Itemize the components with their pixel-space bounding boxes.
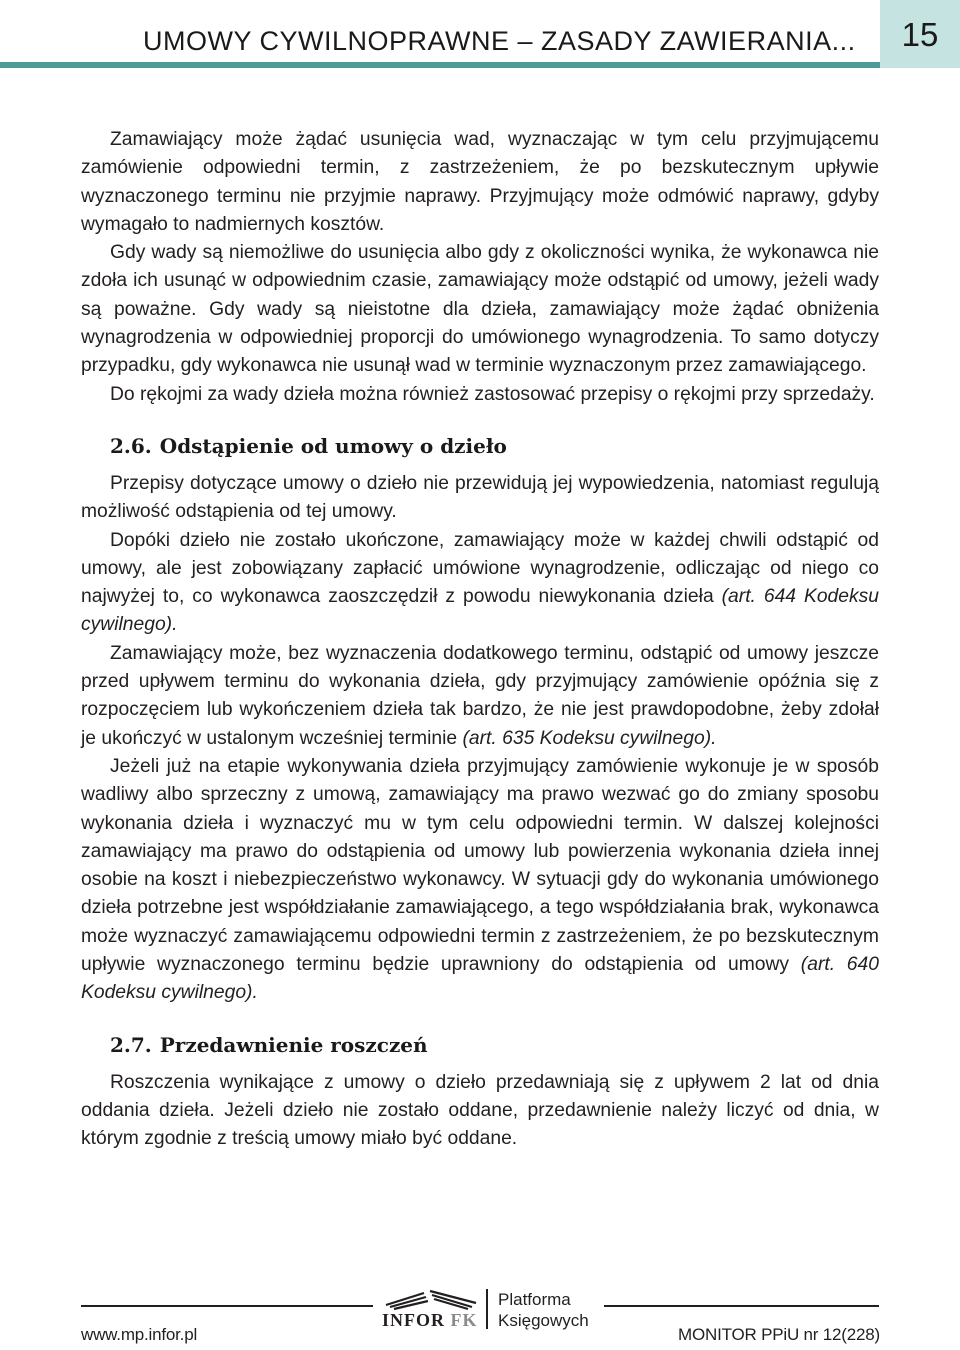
logo-brand-line1: Platforma bbox=[498, 1290, 571, 1309]
section-title: Przedawnienie roszczeń bbox=[159, 1032, 428, 1057]
legal-citation: (art. 640 Kodeksu cywilnego). bbox=[81, 954, 879, 1004]
paragraph bbox=[81, 527, 879, 640]
paragraph bbox=[81, 640, 879, 753]
section-number: 2.6. bbox=[110, 433, 152, 458]
section-title: Odstąpienie od umowy o dzieło bbox=[159, 433, 507, 458]
main-content bbox=[81, 126, 879, 1154]
paragraph: Roszczenia wynikające z umowy o dzieło przedawniają się z upływem 2 lat od dnia oddania dzieła. Jeżeli dzieło nie zostało oddane, przedawnienie należy liczyć od dnia, w którym zgodnie z treścią umowy miało być oddane. bbox=[81, 1071, 879, 1150]
section-heading-2-6 bbox=[110, 432, 879, 460]
paragraph: Gdy wady są niemożliwe do usunięcia albo gdy z okoliczności wynika, że wykonawca nie zdoła ich usunąć w odpowiednim czasie, zamawiający może odstąpić od umowy, jeżeli wady są poważne. Gdy wady są nieistotne dla dzieła, zamawiający może żądać obniżenia wynagrodzenia w odpowiedniej proporcji do umówionego wynagrodzenia. To samo dotyczy przypadku, gdy wykonawca nie usunął wad w terminie wyznaczonym przez zamawiającego. bbox=[81, 242, 879, 377]
logo-fk: FK bbox=[450, 1310, 478, 1330]
running-header-title: UMOWY CYWILNOPRAWNE – ZASADY ZAWIERANIA... bbox=[143, 26, 856, 56]
footer-rule-right bbox=[604, 1305, 879, 1307]
logo-infor: INFOR bbox=[382, 1310, 445, 1330]
footer-rule-left bbox=[81, 1305, 373, 1307]
page-header bbox=[0, 0, 960, 70]
paragraph-text: Zamawiający może, bez wyznaczenia dodatkowego terminu, odstąpić od umowy jeszcze przed upływem terminu do wykonania dzieła, gdy przyjmujący zamówienie opóźnia się z rozpoczęciem lub wykończeniem dzieła tak bardzo, że nie jest prawdopodobne, żeby zdołał je ukończyć w ustalonym wcześniej terminie bbox=[81, 642, 879, 749]
paragraph: Zamawiający może żądać usunięcia wad, wyznaczając w tym celu przyjmującemu zamówienie odpowiedni termin, z zastrzeżeniem, że po bezskutecznym upływie wyznaczonego terminu nie przyjmie naprawy. Przyjmujący może odmówić naprawy, gdyby wymagało to nadmiernych kosztów. bbox=[81, 129, 879, 235]
paragraph: Do rękojmi za wady dzieła można również zastosować przepisy o rękojmi przy sprzedaży. bbox=[110, 383, 875, 405]
section-heading-2-7 bbox=[110, 1031, 879, 1059]
logo-brand-line2: Księgowych bbox=[498, 1311, 589, 1330]
footer-url: www.mp.infor.pl bbox=[81, 1325, 198, 1344]
page-number: 15 bbox=[901, 16, 939, 53]
wings-icon bbox=[380, 1285, 480, 1311]
logo-wordmark bbox=[382, 1310, 478, 1331]
logo-separator bbox=[486, 1289, 488, 1329]
paragraph-text: Dopóki dzieło nie zostało ukończone, zamawiający może w każdej chwili odstąpić od umowy, ale jest zobowiązany zapłacić umówione wynagrodzenie, odliczając od niego co najwyżej to, co wykonawca zaoszczędził z powodu niewykonania dzieła bbox=[81, 529, 879, 608]
legal-citation: (art. 644 Kodeksu cywilnego). bbox=[81, 586, 879, 636]
paragraph: Przepisy dotyczące umowy o dzieło nie przewidują jej wypowiedzenia, natomiast regulują możliwość odstąpienia od tej umowy. bbox=[81, 472, 879, 523]
section-number: 2.7. bbox=[110, 1032, 152, 1057]
infor-fk-logo bbox=[380, 1285, 600, 1335]
paragraph bbox=[81, 753, 879, 1008]
legal-citation: (art. 635 Kodeksu cywilnego). bbox=[462, 727, 717, 749]
footer-issue: MONITOR PPiU nr 12(228) bbox=[678, 1325, 880, 1344]
header-rule bbox=[0, 62, 880, 68]
paragraph-text: Jeżeli już na etapie wykonywania dzieła przyjmujący zamówienie wykonuje je w sposób wadliwy albo sprzeczny z umową, zamawiający ma prawo wezwać go do zmiany sposobu wykonania dzieła i wyznaczyć mu w tym celu odpowiedni termin. W dalszej kolejności zamawiający ma prawo do odstąpienia od umowy lub powierzenia wykonania dzieła innej osobie na koszt i niebezpieczeństwo wykonawcy. W sytuacji gdy do wykonania umówionego dzieła potrzebne jest współdziałanie zamawiającego, a tego współdziałania brak, wykonawca może wyznaczyć zamawiającemu odpowiedni termin z zastrzeżeniem, że po bezskutecznym upływie wyznaczonego terminu będzie uprawniony do odstąpienia od umowy bbox=[81, 755, 879, 976]
